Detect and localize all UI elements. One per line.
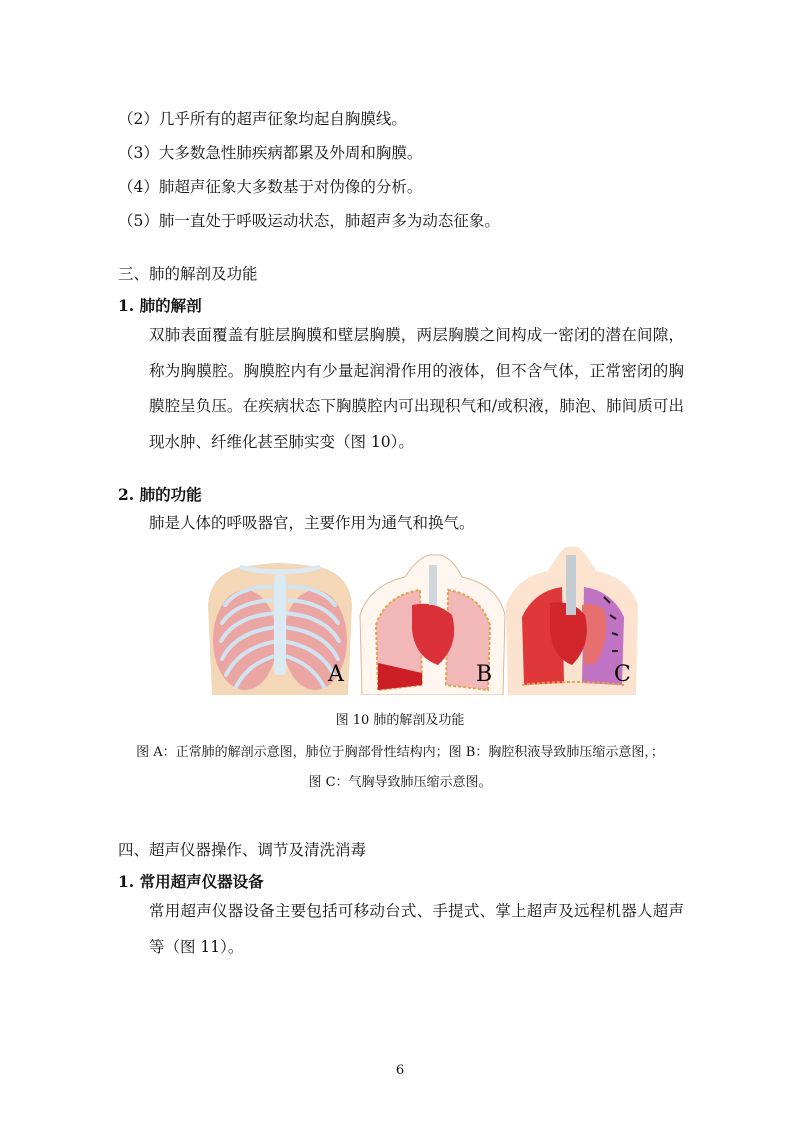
paragraph-text: 双肺表面覆盖有脏层胸膜和壁层胸膜，两层胸膜之间构成一密闭的潜在间隙，称为胸膜腔。胸膜腔内有少量起润滑作用的液体，但不含气体，正常密闭的胸膜腔呈负压。在疾病状态下胸膜腔内可出现积气和/或积液，肺泡、肺间质可出现水肿、纤维化甚至肺实变（图 10）。 — [149, 326, 684, 451]
section-heading: 四、超声仪器操作、调节及清洗消毒 — [118, 841, 367, 859]
panel-a-label: A — [328, 662, 344, 687]
paragraph — [118, 894, 684, 965]
figure-caption: 图 10 肺的解剖及功能 — [335, 713, 465, 728]
paragraph — [118, 506, 684, 542]
list-item: （3）大多数急性肺疾病都累及外周和胸膜。 — [118, 144, 423, 162]
paragraph-text: 肺是人体的呼吸器官，主要作用为通气和换气。 — [149, 514, 475, 532]
panel-b-label: B — [476, 662, 493, 687]
section-heading: 三、肺的解剖及功能 — [118, 265, 258, 283]
subsection-heading: 2. 肺的功能 — [118, 485, 202, 504]
lung-illustration — [200, 545, 640, 695]
list-item: （2）几乎所有的超声征象均起自胸膜线。 — [118, 110, 407, 128]
paragraph — [118, 318, 684, 460]
subsection-heading: 1. 常用超声仪器设备 — [118, 872, 264, 891]
paragraph-text: 常用超声仪器设备主要包括可移动台式、手提式、掌上超声及远程机器人超声等（图 11）。 — [149, 902, 684, 956]
panel-c-label: C — [614, 662, 631, 687]
figure-note: 图 C：气胸导致肺压缩示意图。 — [308, 775, 492, 790]
page-number: 6 — [395, 1063, 405, 1078]
figure-anatomy — [200, 545, 640, 695]
subsection-heading: 1. 肺的解剖 — [118, 296, 202, 315]
list-item: （5）肺一直处于呼吸运动状态，肺超声多为动态征象。 — [118, 212, 500, 230]
figure-note: 图 A：正常肺的解剖示意图，肺位于胸部骨性结构内；图 B：胸腔积液导致肺压缩示意图，； — [136, 745, 664, 760]
list-item: （4）肺超声征象大多数基于对伪像的分析。 — [118, 178, 423, 196]
